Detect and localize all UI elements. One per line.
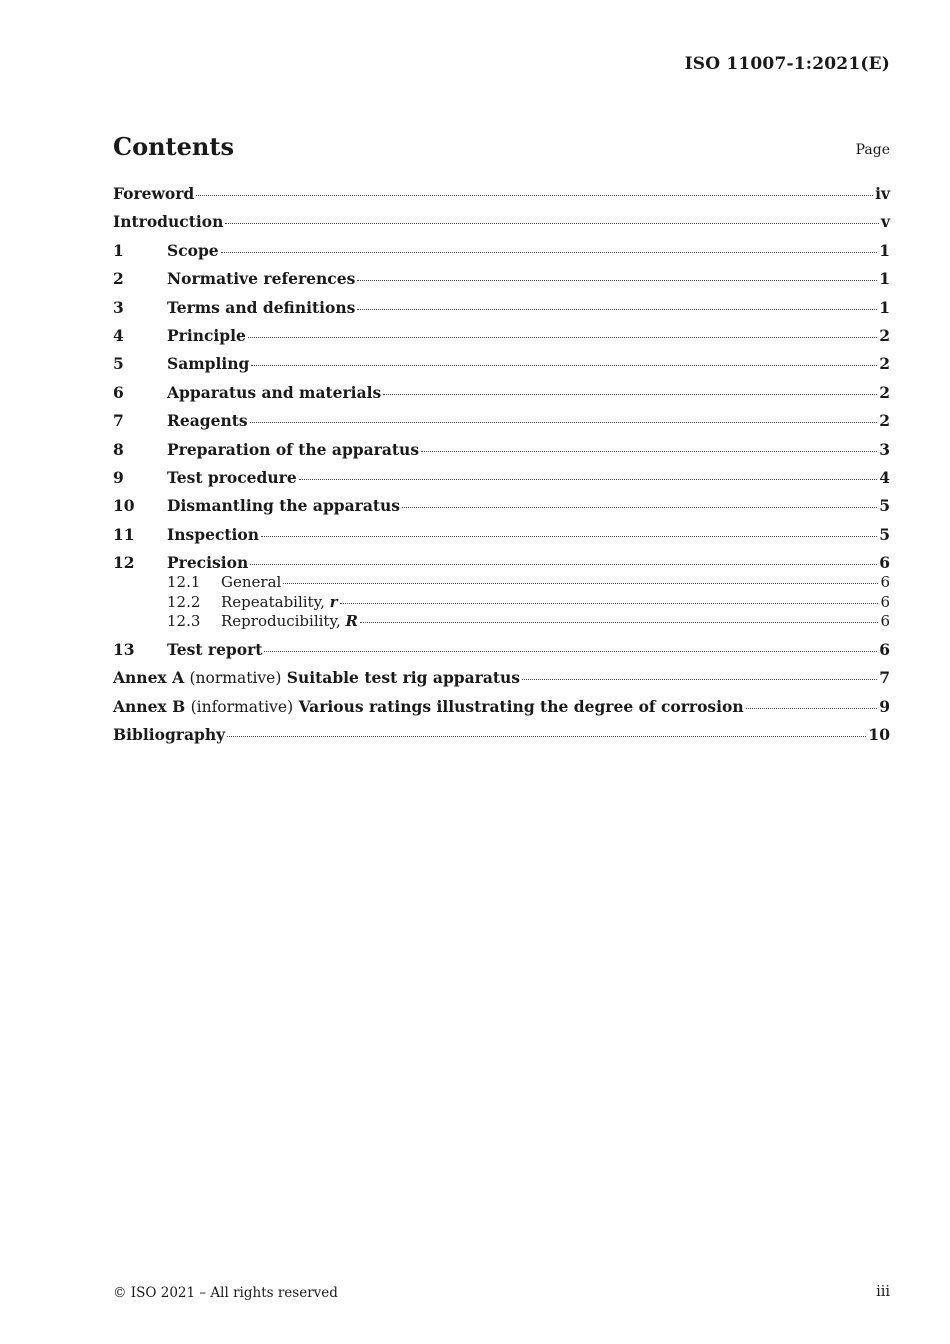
- toc-entry-number: 2: [113, 269, 124, 289]
- table-of-contents: [113, 184, 890, 754]
- toc-entry-page: 9: [879, 696, 890, 716]
- contents-heading: Contents: [113, 132, 234, 161]
- dot-leader: [746, 708, 878, 709]
- page-column-label: Page: [855, 142, 890, 158]
- toc-entry-test-report[interactable]: [113, 640, 890, 668]
- toc-entry-title: Bibliography: [113, 725, 226, 745]
- toc-entry-page: 10: [868, 725, 890, 745]
- toc-entry-page: 6: [880, 573, 890, 592]
- toc-entry-terms-and-definitions[interactable]: [113, 298, 890, 326]
- dot-leader: [357, 309, 877, 310]
- variable-symbol: R: [345, 612, 358, 631]
- toc-entry-page: v: [880, 212, 890, 232]
- dot-leader: [299, 479, 878, 480]
- toc-entry-page: 6: [880, 592, 890, 611]
- dot-leader: [248, 337, 877, 338]
- toc-entry-title: Dismantling the apparatus: [167, 496, 401, 516]
- dot-leader: [221, 252, 878, 253]
- toc-entry-reagents[interactable]: [113, 411, 890, 439]
- toc-entry-number: 13: [113, 639, 135, 659]
- toc-entry-title: Principle: [167, 325, 246, 345]
- toc-subentry-repeatability[interactable]: [113, 593, 890, 613]
- toc-entry-page: iv: [875, 184, 890, 203]
- toc-entry-bibliography[interactable]: [113, 725, 890, 753]
- toc-subentry-general[interactable]: [113, 573, 890, 593]
- toc-entry-title: Foreword: [113, 184, 195, 203]
- dot-leader: [283, 583, 878, 584]
- toc-entry-sampling[interactable]: [113, 354, 890, 382]
- toc-entry-number: 6: [113, 382, 124, 402]
- toc-entry-page: 6: [879, 553, 890, 573]
- dot-leader: [227, 736, 866, 737]
- dot-leader: [250, 564, 877, 565]
- toc-entry-number: 3: [113, 297, 124, 317]
- dot-leader: [360, 622, 878, 623]
- dot-leader: [225, 223, 879, 224]
- dot-leader: [357, 280, 877, 281]
- toc-entry-title: Sampling: [167, 354, 250, 374]
- toc-entry-annex-a[interactable]: [113, 668, 890, 696]
- toc-entry-page: 2: [879, 411, 890, 431]
- toc-entry-normative-references[interactable]: [113, 269, 890, 297]
- toc-entry-title: Reagents: [167, 411, 248, 431]
- toc-entry-page: 6: [879, 639, 890, 659]
- toc-entry-title: Repeatability, r: [221, 592, 338, 611]
- toc-entry-annex-b[interactable]: [113, 697, 890, 725]
- document-id: ISO 11007-1:2021(E): [684, 54, 890, 74]
- toc-entry-test-procedure[interactable]: [113, 468, 890, 496]
- dot-leader: [340, 603, 879, 604]
- toc-entry-number: 12.1: [167, 573, 201, 592]
- dot-leader: [196, 195, 873, 196]
- toc-entry-number: 10: [113, 496, 135, 516]
- toc-entry-introduction[interactable]: [113, 212, 890, 240]
- dot-leader: [251, 365, 877, 366]
- toc-entry-title: General: [221, 573, 282, 592]
- variable-symbol: r: [329, 592, 338, 611]
- toc-entry-title: Annex A (normative) Suitable test rig apparatus: [113, 668, 521, 688]
- toc-entry-title: Introduction: [113, 212, 224, 232]
- toc-entry-title: Test procedure: [167, 467, 297, 487]
- toc-entry-page: 4: [879, 467, 890, 487]
- toc-entry-title: Inspection: [167, 524, 260, 544]
- toc-subentry-reproducibility[interactable]: [113, 612, 890, 632]
- toc-entry-title: Test report: [167, 639, 263, 659]
- toc-entry-number: 1: [113, 240, 124, 260]
- toc-entry-title: Precision: [167, 553, 249, 573]
- toc-entry-page: 5: [879, 496, 890, 516]
- toc-entry-title: Apparatus and materials: [167, 382, 382, 402]
- toc-entry-page: 1: [879, 269, 890, 289]
- toc-entry-title: Reproducibility, R: [221, 612, 358, 631]
- dot-leader: [250, 422, 878, 423]
- toc-entry-page: 3: [879, 439, 890, 459]
- toc-entry-title: Annex B (informative) Various ratings illustrating the degree of corrosion: [113, 696, 744, 716]
- toc-entry-page: 2: [879, 382, 890, 402]
- toc-entry-page: 7: [879, 668, 890, 688]
- toc-entry-title: Scope: [167, 240, 219, 260]
- toc-entry-page: 1: [879, 297, 890, 317]
- toc-entry-number: 12.2: [167, 592, 201, 611]
- toc-entry-page: 1: [879, 240, 890, 260]
- toc-entry-dismantling-the-apparatus[interactable]: [113, 496, 890, 524]
- toc-entry-number: 9: [113, 467, 124, 487]
- toc-entry-inspection[interactable]: [113, 525, 890, 553]
- toc-entry-number: 5: [113, 354, 124, 374]
- dot-leader: [522, 679, 877, 680]
- toc-entry-number: 4: [113, 325, 124, 345]
- toc-entry-apparatus-and-materials[interactable]: [113, 383, 890, 411]
- copyright-notice: © ISO 2021 – All rights reserved: [113, 1285, 338, 1301]
- toc-entry-title: Preparation of the apparatus: [167, 439, 420, 459]
- toc-entry-scope[interactable]: [113, 241, 890, 269]
- toc-entry-number: 7: [113, 411, 124, 431]
- toc-entry-page: 5: [879, 524, 890, 544]
- dot-leader: [383, 394, 877, 395]
- toc-entry-principle[interactable]: [113, 326, 890, 354]
- toc-entry-number: 11: [113, 524, 135, 544]
- toc-entry-number: 8: [113, 439, 124, 459]
- toc-entry-number: 12: [113, 553, 135, 573]
- dot-leader: [421, 451, 877, 452]
- toc-entry-page: 2: [879, 325, 890, 345]
- toc-entry-preparation-of-the-apparatus[interactable]: [113, 440, 890, 468]
- dot-leader: [261, 536, 877, 537]
- page-number: iii: [876, 1284, 890, 1300]
- toc-entry-title: Terms and definitions: [167, 297, 356, 317]
- toc-entry-page: 2: [879, 354, 890, 374]
- toc-entry-title: Normative references: [167, 269, 356, 289]
- toc-entry-number: 12.3: [167, 612, 201, 631]
- toc-entry-foreword[interactable]: [113, 184, 890, 212]
- dot-leader: [264, 651, 877, 652]
- toc-entry-page: 6: [880, 612, 890, 631]
- dot-leader: [402, 507, 877, 508]
